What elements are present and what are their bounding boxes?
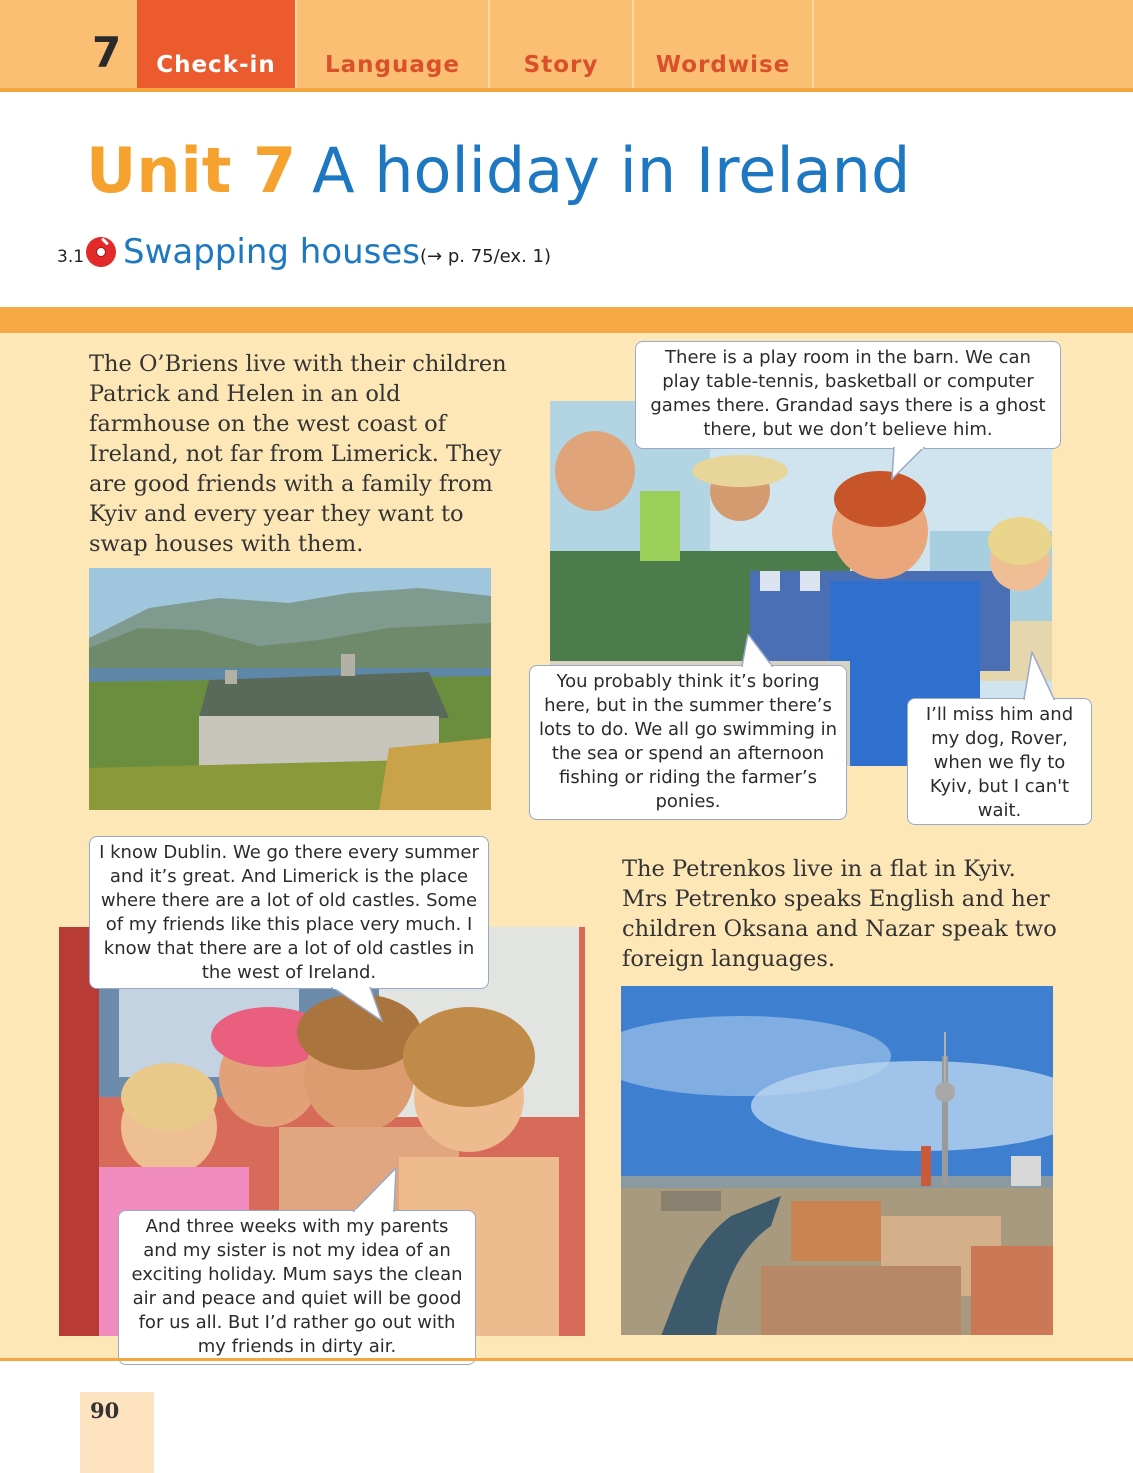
farmhouse-photo <box>89 568 491 810</box>
section-title: Swapping houses <box>123 232 421 272</box>
tab-check-in[interactable]: Check-in <box>137 0 295 88</box>
page-number: 90 <box>90 1398 120 1423</box>
speech-bubble-parents: And three weeks with my parents and my sister is not my idea of an exciting holiday. Mum says the clean air and peace and quiet will be good for us all. But I’d rather go out with my friends in dirty air. <box>118 1210 476 1365</box>
bubble-tail <box>330 987 386 1023</box>
bubble-tail <box>890 447 930 481</box>
obriens-text: The O’Briens live with their children Patrick and Helen in an old farmhouse on the west coast of Ireland, not far from Limerick. They are good friends with a family from Kyiv and every year they want to swap houses with them. <box>89 351 507 557</box>
unit-label: Unit 7 <box>86 134 297 207</box>
unit-number: 7 <box>92 28 122 77</box>
nav-divider <box>0 88 1133 92</box>
bubble-tail <box>350 1168 400 1212</box>
tab-story[interactable]: Story <box>523 52 599 78</box>
tab-separator <box>812 0 814 88</box>
section-reference: (→ p. 75/ex. 1) <box>420 246 551 267</box>
bubble-tail <box>1020 652 1060 700</box>
city-photo <box>621 986 1053 1335</box>
cd-icon[interactable] <box>86 237 116 267</box>
speech-bubble-dublin: I know Dublin. We go there every summer and it’s great. And Limerick is the place where there are a lot of old castles. Some of my friends like this place very much. I know that there are a lot of old castles in the west of Ireland. <box>89 836 489 989</box>
section-number: 3.1 <box>57 247 85 267</box>
speech-bubble-boring: You probably think it’s boring here, but in the summer there’s lots to do. We all go swimming in the sea or spend an afternoon fishing or riding the farmer’s ponies. <box>529 665 847 820</box>
bottom-divider <box>0 1358 1133 1361</box>
speech-bubble-miss: I’ll miss him and my dog, Rover, when we fly to Kyiv, but I can't wait. <box>907 698 1092 825</box>
bubble-tail <box>738 634 778 667</box>
unit-name: A holiday in Ireland <box>312 134 911 207</box>
petrenkos-text: The Petrenkos live in a flat in Kyiv. Mrs Petrenko speaks English and her children Oksana and Nazar speak two foreign languages. <box>622 856 1057 972</box>
speech-bubble-playroom: There is a play room in the barn. We can play table-tennis, basketball or computer games there. Grandad says there is a ghost there, but we don’t believe him. <box>635 341 1061 449</box>
tab-wordwise[interactable]: Wordwise <box>655 52 791 78</box>
tab-language[interactable]: Language <box>325 52 460 78</box>
page-title <box>86 134 910 207</box>
content-top-bar <box>0 307 1133 333</box>
